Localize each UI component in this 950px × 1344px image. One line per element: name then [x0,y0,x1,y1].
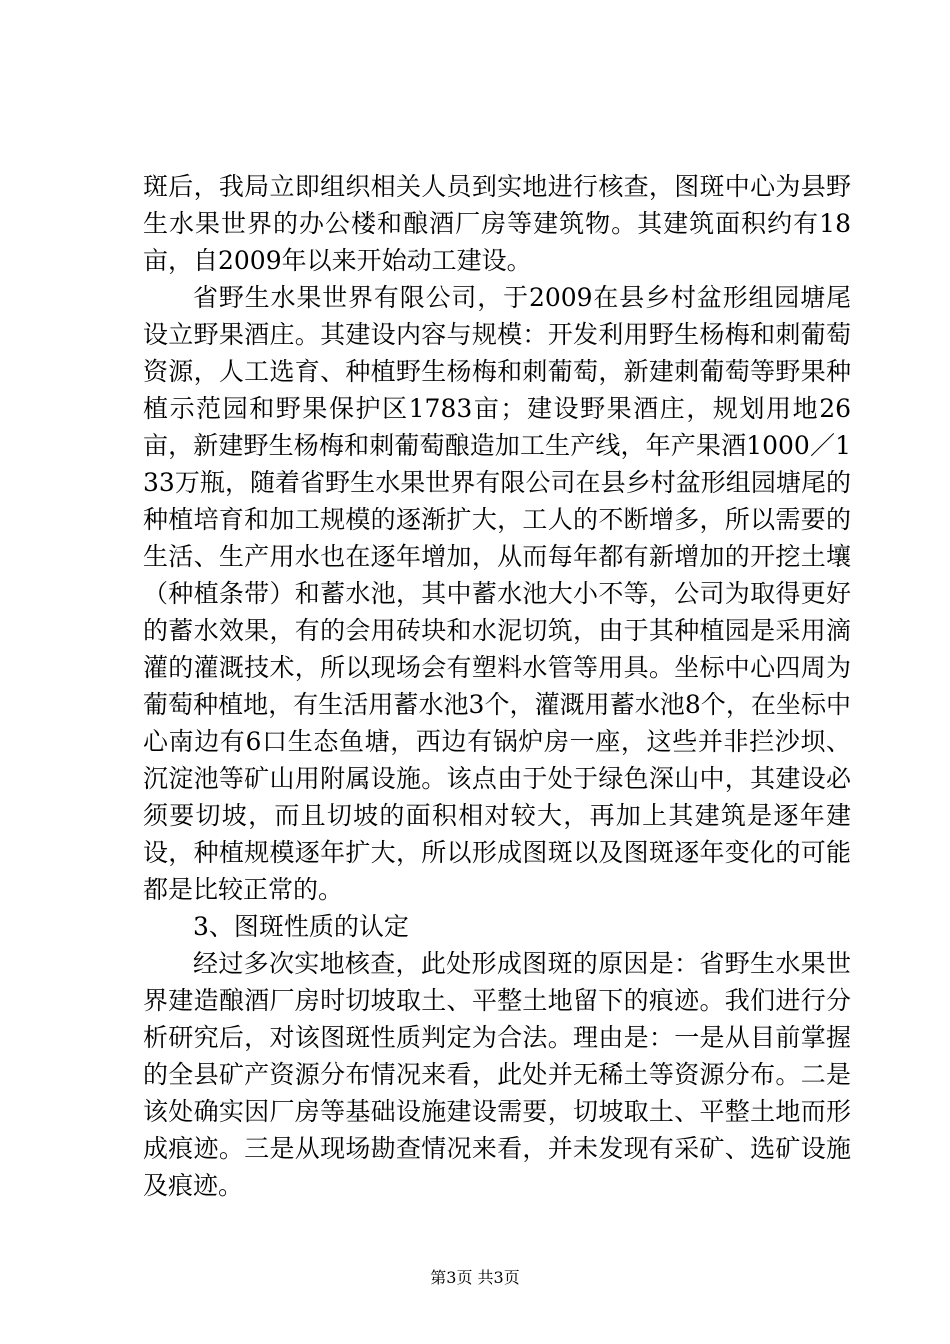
paragraph-conclusion: 经过多次实地核查，此处形成图斑的原因是：省野生水果世界建造酿酒厂房时切坡取土、平整土地留下的痕迹。我们进行分析研究后，对该图斑性质判定为合法。理由是：一是从目前掌握的全县矿产资源分布情况来看，此处并无稀土等资源分布。二是该处确实因厂房等基础设施建设需要，切坡取土、平整土地而形成痕迹。三是从现场勘查情况来看，并未发现有采矿、选矿设施及痕迹。 [143,949,851,1200]
page-footer: 第3页 共3页 [430,1268,520,1287]
paragraph-company-description: 省野生水果世界有限公司，于2009在县乡村盆形组园塘尾设立野果酒庄。其建设内容与规模：开发利用野生杨梅和刺葡萄资源，人工选育、种植野生杨梅和刺葡萄，新建刺葡萄等野果种植示范园和野果保护区1783亩；建设野果酒庄，规划用地26亩，新建野生杨梅和刺葡萄酿造加工生产线，年产果酒1000／133万瓶，随着省野生水果世界有限公司在县乡村盆形组园塘尾的种植培育和加工规模的逐渐扩大，工人的不断增多，所以需要的生活、生产用水也在逐年增加，从而每年都有新增加的开挖土壤（种植条带）和蓄水池，其中蓄水池大小不等，公司为取得更好的蓄水效果，有的会用砖块和水泥切筑，由于其种植园是采用滴灌的灌溉技术，所以现场会有塑料水管等用具。坐标中心四周为葡萄种植地，有生活用蓄水池3个，灌溉用蓄水池8个，在坐标中心南边有6口生态鱼塘，西边有锅炉房一座，这些并非拦沙坝、沉淀池等矿山用附属设施。该点由于处于绿色深山中，其建设必须要切坡，而且切坡的面积相对较大，再加上其建筑是逐年建设，种植规模逐年扩大，所以形成图斑以及图斑逐年变化的可能都是比较正常的。 [143,283,851,904]
section-heading: 3、图斑性质的认定 [193,912,409,941]
paragraph-continuation: 斑后，我局立即组织相关人员到实地进行核查，图斑中心为县野生水果世界的办公楼和酿酒厂房等建筑物。其建筑面积约有18亩，自2009年以来开始动工建设。 [143,172,851,275]
document-body [143,168,851,1204]
